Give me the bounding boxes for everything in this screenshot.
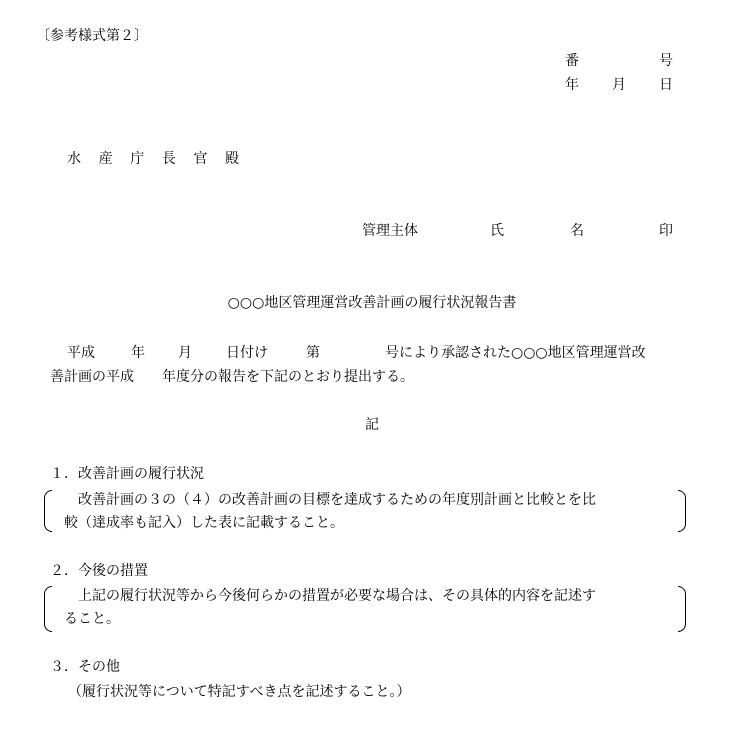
form-label: 〔参考様式第２〕	[36, 28, 148, 44]
sender-name-first: 氏	[490, 223, 504, 239]
addressee-char: 殿	[224, 151, 239, 167]
addressee-char: 長	[161, 151, 176, 167]
intro-line2: 善計画の平成 年度分の報告を下記のとおり提出する。	[50, 369, 414, 385]
intro-line1-rest: 号により承認された○○○地区管理運営改	[385, 345, 646, 361]
intro-year: 年	[131, 345, 145, 361]
intro-month: 月	[178, 345, 192, 361]
addressee-char: 庁	[130, 151, 145, 167]
intro-day-dated: 日付け	[226, 345, 268, 361]
date-day: 日	[659, 77, 673, 93]
date-month: 月	[612, 77, 626, 93]
section-3-heading: ３．その他	[50, 659, 120, 675]
section-3-note: （履行状況等について特記すべき点を記述すること。）	[68, 684, 411, 700]
document-title: ○○○地区管理運営改善計画の履行状況報告書	[227, 295, 517, 311]
sender-entity: 管理主体	[362, 223, 418, 239]
addressee-char: 官	[193, 151, 208, 167]
document-number-line	[565, 52, 673, 70]
ki-heading: 記	[365, 417, 379, 433]
section-2-bracket-left	[44, 586, 52, 632]
section-1-line-2: 較（達成率も記入）した表に記載すること。	[64, 515, 344, 531]
date-year: 年	[565, 77, 579, 93]
addressee-char: 産	[98, 151, 113, 167]
section-1-bracket-right	[678, 490, 686, 532]
seal-mark: 印	[659, 223, 673, 239]
intro-no-prefix: 第	[306, 345, 320, 361]
section-2-line-2: ること。	[64, 611, 120, 627]
number-suffix: 号	[659, 53, 673, 69]
section-2-line-1: 上記の履行状況等から今後何らかの措置が必要な場合は、その具体的内容を記述す	[64, 588, 596, 604]
section-2-heading: ２．今後の措置	[50, 563, 148, 579]
section-1-heading: １．改善計画の履行状況	[50, 466, 204, 482]
addressee-char: 水	[67, 151, 81, 167]
intro-era: 平成	[67, 345, 95, 361]
sender-name-second: 名	[570, 223, 584, 239]
section-1-line-1: 改善計画の３の（４）の改善計画の目標を達成するための年度別計画と比較とを比	[64, 492, 596, 508]
addressee	[67, 150, 239, 168]
number-label: 番	[565, 53, 579, 69]
section-1-bracket-left	[44, 490, 52, 532]
section-2-bracket-right	[678, 586, 686, 632]
document-date-line	[565, 76, 673, 94]
